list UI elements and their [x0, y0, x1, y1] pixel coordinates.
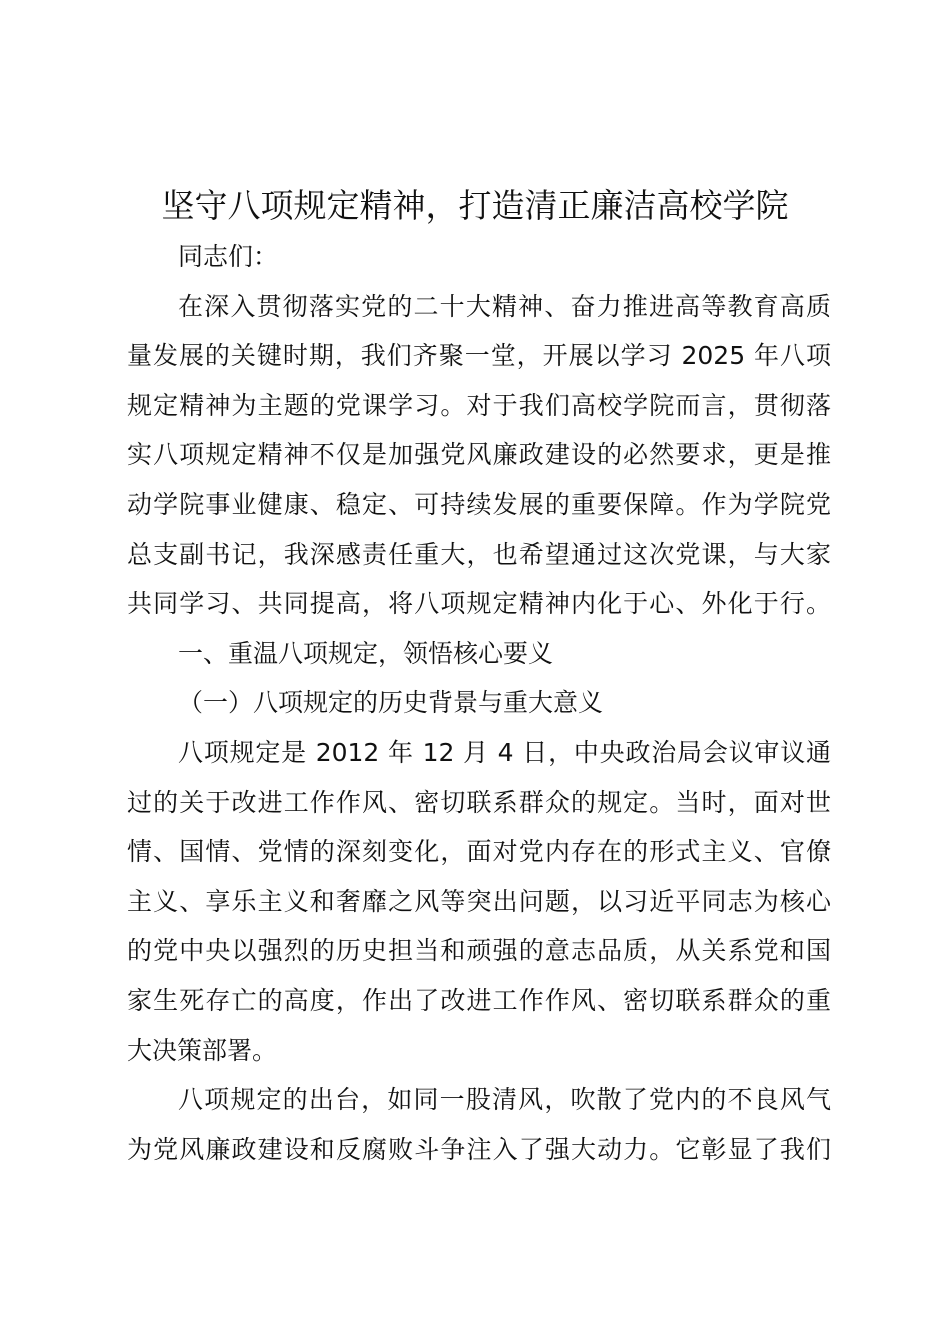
text-line: 八项规定是 2012 年 12 月 4 日，中央政治局会议审议通: [178, 737, 831, 767]
text-line: 为党风廉政建设和反腐败斗争注入了强大动力。它彰显了我们: [127, 1134, 831, 1164]
text-line: 实八项规定精神不仅是加强党风廉政建设的必然要求，更是推: [127, 440, 831, 470]
text-line: 过的关于改进工作作风、密切联系群众的规定。当时，面对世: [127, 787, 831, 817]
text-line: 情、国情、党情的深刻变化，面对党内存在的形式主义、官僚: [127, 837, 831, 867]
text-line: 动学院事业健康、稳定、可持续发展的重要保障。作为学院党: [127, 489, 831, 519]
text-line: 在深入贯彻落实党的二十大精神、奋力推进高等教育高质: [178, 291, 831, 321]
text-line: 量发展的关键时期，我们齐聚一堂，开展以学习 2025 年八项: [127, 341, 831, 371]
text-line: 一、重温八项规定，领悟核心要义: [178, 638, 554, 668]
text-line: 主义、享乐主义和奢靡之风等突出问题，以习近平同志为核心: [127, 886, 831, 916]
document-body: [127, 232, 831, 1174]
text-line: 大决策部署。: [127, 1035, 278, 1065]
text-line: （一）八项规定的历史背景与重大意义: [178, 688, 604, 718]
text-line: 共同学习、共同提高，将八项规定精神内化于心、外化于行。: [127, 589, 831, 619]
text-line: 同志们：: [178, 242, 279, 271]
text-line: 的党中央以强烈的历史担当和顽强的意志品质，从关系党和国: [127, 936, 831, 966]
document-title: 坚守八项规定精神，打造清正廉洁高校学院: [161, 186, 789, 225]
text-line: 总支副书记，我深感责任重大，也希望通过这次党课，与大家: [127, 539, 831, 569]
text-line: 八项规定的出台，如同一股清风，吹散了党内的不良风气: [178, 1085, 831, 1115]
text-line: 规定精神为主题的党课学习。对于我们高校学院而言，贯彻落: [127, 390, 831, 420]
text-line: 家生死存亡的高度，作出了改进工作作风、密切联系群众的重: [127, 985, 831, 1015]
